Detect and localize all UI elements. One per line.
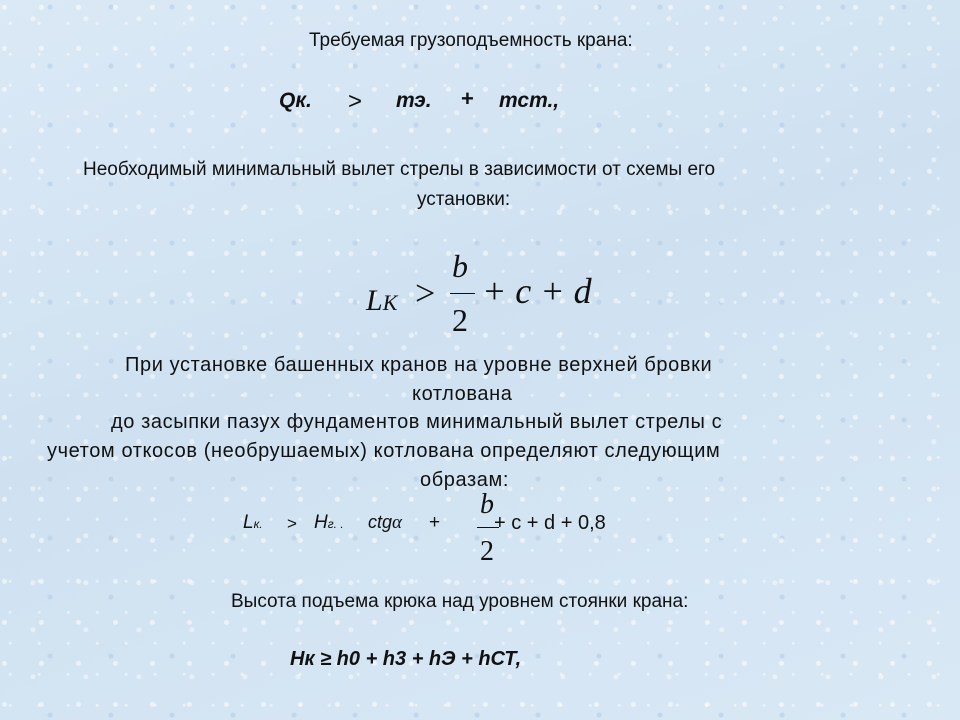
formula-tower-rest: + c + d + 0,8	[494, 512, 606, 534]
formula-capacity-plus: +	[461, 86, 474, 111]
formula-tower-numerator: b	[480, 489, 494, 520]
formula-tower-L: Lк.	[243, 512, 263, 533]
formula-tower-plus: +	[429, 512, 441, 533]
formula-capacity-tst: тст.,	[499, 89, 560, 112]
formula-reach-L: LK	[366, 284, 398, 317]
formula-tower-H: Hг. .	[314, 512, 344, 533]
tower-crane-text-line5: образам:	[420, 469, 509, 491]
formula-tower-ctg: ctgα	[368, 512, 402, 533]
formula-capacity-gt: >	[348, 88, 363, 115]
boom-reach-text-line2: установки:	[417, 189, 511, 210]
formula-capacity-q: Qк.	[279, 89, 312, 112]
formula-reach-denominator: 2	[452, 302, 468, 338]
boom-reach-text-line1: Необходимый минимальный вылет стрелы в зависимости от схемы его	[83, 159, 716, 180]
heading-hook-height: Высота подъема крюка над уровнем стоянки крана:	[231, 591, 689, 612]
formula-tower-gt: >	[287, 514, 297, 533]
formula-capacity-te: тэ.	[396, 89, 432, 112]
heading-crane-capacity: Требуемая грузоподъемность крана:	[309, 30, 633, 51]
formula-tower-denominator: 2	[480, 536, 494, 567]
tower-crane-text-line4: учетом откосов (необрушаемых) котлована определяют следующим	[47, 440, 721, 462]
tower-crane-text-line3: до засыпки пазух фундаментов минимальный вылет стрелы с	[111, 411, 723, 433]
formula-reach-fraction-bar	[450, 293, 475, 294]
formula-hook-height: Hк ≥ h0 + h3 + hЭ + hСТ,	[290, 648, 522, 670]
formula-reach-rest: + c + d	[482, 271, 592, 311]
tower-crane-text-line1: При установке башенных кранов на уровне верхней бровки	[125, 354, 713, 376]
formula-reach-numerator: b	[452, 248, 468, 284]
tower-crane-text-line2: котлована	[412, 383, 513, 405]
formula-reach-gt: >	[415, 273, 436, 313]
